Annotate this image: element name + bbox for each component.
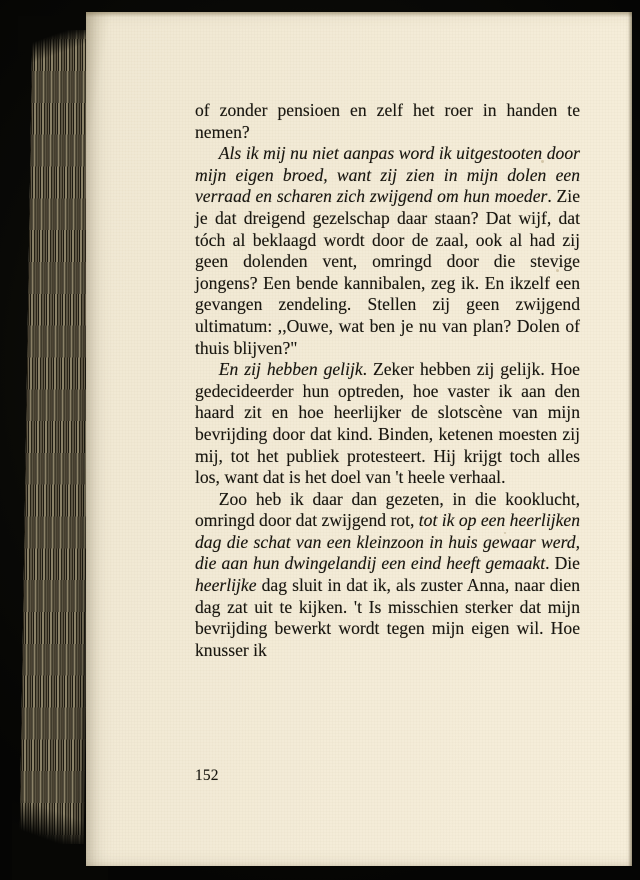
page-top-edge [86, 12, 632, 17]
italic-run: Als ik mij nu niet aanpas word ik uitgestooten door mijn eigen broed, want zij zien in mijn dolen een verraad en scharen zich zwijgend om hun moeder [195, 143, 580, 207]
roman-run: . Zie je dat dreigend gezelschap daar staan? Dat wijf, dat tóch al beklaagd wordt door de zaal, ook al had zij geen dolenden vent, omringd door die stevige jongens? Een bende kannibalen, zeg ik. En ikzelf een gevangen zendeling. Stellen zij geen zwijgend ultimatum: ,,Ouwe, wat ben je nu van plan? Dolen of thuis blijven?" [195, 186, 580, 358]
italic-run: heerlijke [195, 575, 257, 596]
page-number: 152 [195, 767, 219, 784]
paragraph [195, 489, 580, 662]
italic-run: tot ik op een heerlijken dag die schat van een kleinzoon in huis gewaar werd, die aan hun dwingelandij een eind heeft gemaakt [195, 510, 581, 574]
paragraph [195, 359, 580, 489]
roman-run: of zonder pensioen en zelf het roer in handen te nemen? [195, 100, 580, 142]
paragraph [195, 100, 580, 143]
page-right-edge [628, 12, 632, 866]
page-text-block [195, 100, 580, 661]
paragraph [195, 143, 580, 359]
roman-run: Zoo heb ik daar dan gezeten, in die kooklucht, omringd door dat zwijgend rot, [195, 488, 580, 531]
book-page-leaf [86, 12, 632, 866]
roman-run: dag sluit in dat ik, als zuster Anna, naar dien dag zat uit te kijken. 't Is misschien sterker dat mijn bevrijding bewerkt wordt tegen mijn eigen wil. Hoe knusser ik [195, 575, 580, 660]
book-gutter-page-edges [20, 30, 97, 844]
roman-run: . Die [545, 553, 580, 574]
italic-run: En zij hebben gelijk [218, 359, 363, 380]
roman-run: . Zeker hebben zij gelijk. Hoe gedecideerder hun optreden, hoe vaster ik aan den haard zit en hoe heerlijker de slotscène van mijn bevrijding door dat kind. Binden, ketenen moesten zij mij, tot het publiek protesteert. Hij krijgt toch alles los, want dat is het doel van 't heele verhaal. [195, 359, 580, 488]
